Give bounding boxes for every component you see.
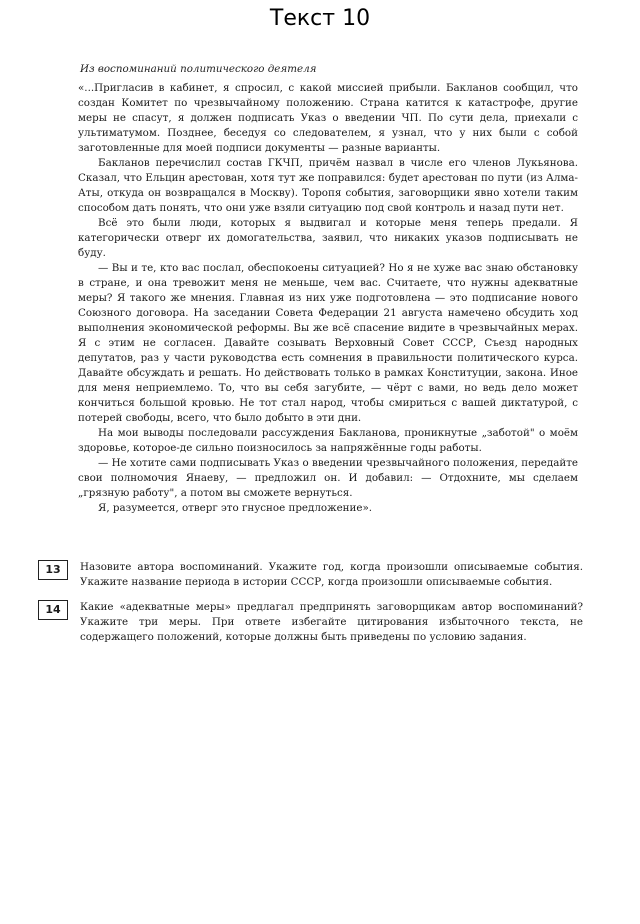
task-14	[38, 600, 583, 645]
paragraph: Всё это были люди, которых я выдвигал и которые меня теперь предали. Я категорически отверг их домогательства, заявил, что никаких указов подписывать не буду.	[78, 217, 578, 259]
task-number: 13	[38, 560, 68, 580]
source-heading: Из воспоминаний политического деятеля	[80, 63, 317, 75]
task-text: Какие «адекватные меры» предлагал предпринять заговорщикам автор воспоминаний? Укажите три меры. При ответе избегайте цитирования избыточного текста, не содержащего положений, которые должны быть приведены по условию задания.	[80, 601, 583, 643]
task-13	[38, 560, 583, 590]
task-number: 14	[38, 600, 68, 620]
task-text: Назовите автора воспоминаний. Укажите год, когда произошли описываемые события. Укажите название периода в истории СССР, когда произошли описываемые события.	[80, 561, 583, 588]
document-body	[78, 62, 578, 516]
paragraph: Бакланов перечислил состав ГКЧП, причём назвал в числе его членов Лукьянова. Сказал, что Ельцин арестован, хотя тут же поправился: будет арестован по пути (из Алма-Аты, откуда он возвращался в Москву). Торопя события, заговорщики явно хотели таким способом дать понять, что они уже взяли ситуацию под свой контроль и назад пути нет.	[78, 157, 578, 214]
paragraph: На мои выводы последовали рассуждения Бакланова, проникнутые „заботой" о моём здоровье, которое-де сильно поизносилось за напряжённые годы работы.	[78, 427, 578, 454]
paragraph: — Не хотите сами подписывать Указ о введении чрезвычайного положения, передайте свои полномочия Янаеву, — предложил он. И добавил: — Отдохните, мы сделаем „грязную работу", а потом вы сможете вернуться.	[78, 457, 578, 499]
page-title: Текст 10	[269, 6, 371, 31]
paragraph: «...Пригласив в кабинет, я спросил, с какой миссией прибыли. Бакланов сообщил, что создан Комитет по чрезвычайному положению. Страна катится к катастрофе, другие меры не спасут, я должен подписать Указ о введении ЧП. По сути дела, приехали с ультиматумом. Позднее, беседуя со следователем, я узнал, что у них были с собой заготовленные для моей подписи документы — разные варианты.	[78, 82, 578, 154]
paragraph: — Вы и те, кто вас послал, обеспокоены ситуацией? Но я не хуже вас знаю обстановку в стране, и она тревожит меня не меньше, чем вас. Считаете, что нужны адекватные меры? Я такого же мнения. Главная из них уже подготовлена — это подписание нового Союзного договора. На заседании Совета Федерации 21 августа намечено обсудить ход выполнения экономической реформы. Вы же всё спасение видите в чрезвычайных мерах. Я с этим не согласен. Давайте созывать Верховный Совет СССР, Съезд народных депутатов, раз у части руководства есть сомнения в правильности политического курса. Давайте обсуждать и решать. Но действовать только в рамках Конституции, закона. Иное для меня неприемлемо. То, что вы себя загубите, — чёрт с вами, но ведь дело может кончиться большой кровью. Не тот стал народ, чтобы смириться с вашей диктатурой, с потерей свободы, всего, что было добыто в эти дни.	[78, 262, 578, 424]
task-list	[38, 560, 583, 655]
paragraph: Я, разумеется, отверг это гнусное предложение».	[98, 502, 373, 514]
